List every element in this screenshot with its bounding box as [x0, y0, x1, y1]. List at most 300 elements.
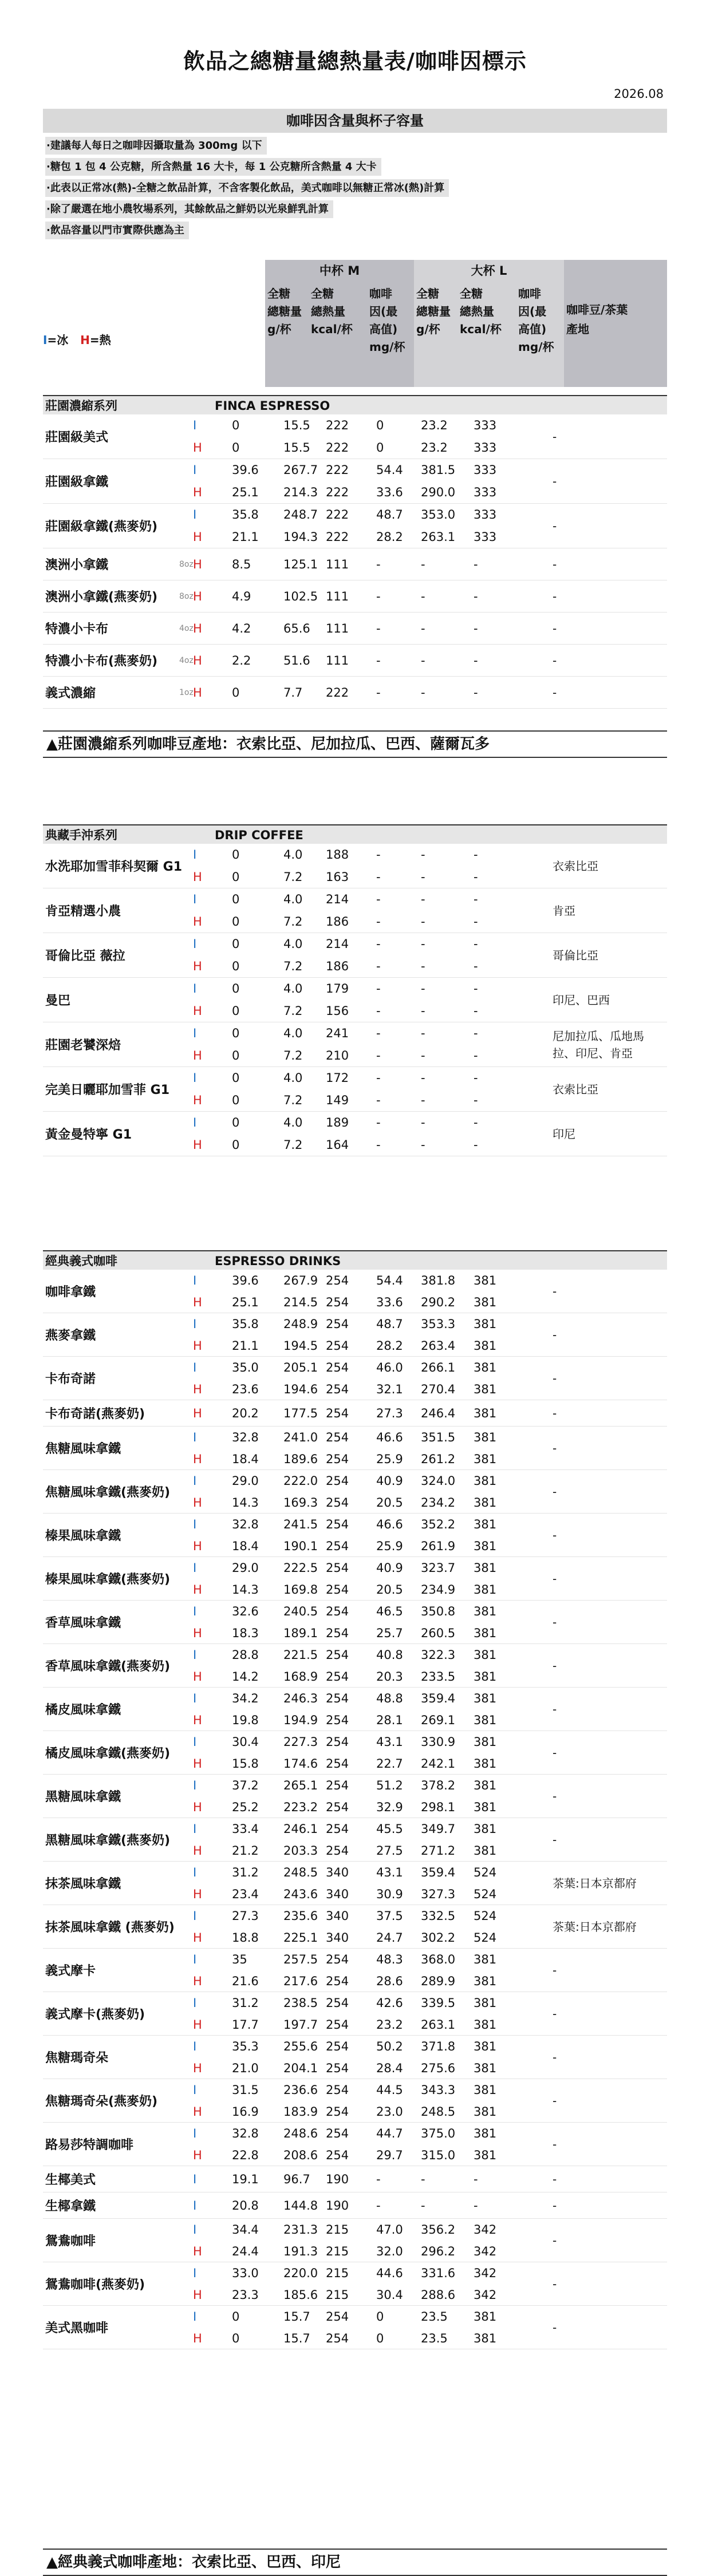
section-3	[43, 1250, 667, 2349]
value-cell: -	[421, 622, 425, 635]
ice-row	[193, 1601, 537, 1622]
table-row	[43, 2166, 667, 2192]
hot-mark: H	[193, 485, 202, 499]
ice-mark: I	[193, 508, 197, 521]
value-cell: 381	[474, 1361, 497, 1374]
value-cell: 21.2	[232, 1844, 259, 1858]
origin-cell: -	[553, 1406, 557, 1420]
hot-row	[193, 1970, 537, 1992]
value-cell: -	[376, 959, 381, 973]
hot-row	[193, 481, 537, 504]
hot-row	[193, 1753, 537, 1775]
value-cell: 35.8	[232, 508, 259, 521]
value-cell: 263.4	[421, 1339, 456, 1353]
value-cell: 15.8	[232, 1757, 259, 1771]
table-row	[43, 2036, 667, 2079]
value-cell: 177.5	[283, 1406, 318, 1420]
value-cell: -	[421, 654, 425, 667]
value-cell: -	[421, 1049, 425, 1062]
value-cell: 33.6	[376, 1295, 403, 1309]
value-cell: -	[474, 1004, 478, 1018]
note-item	[43, 177, 667, 199]
drink-name: 水洗耶加雪菲科契爾 G1	[45, 860, 183, 874]
hot-mark: H	[193, 1844, 202, 1858]
value-cell: -	[376, 848, 381, 862]
value-cell: 381	[474, 1561, 497, 1575]
value-cell: 290.0	[421, 485, 456, 499]
value-cell: 220.0	[283, 2266, 318, 2280]
value-cell: 37.5	[376, 1909, 403, 1923]
value-cell: 248.7	[283, 508, 318, 521]
value-cell: 242.1	[421, 1757, 456, 1771]
value-cell: 381	[474, 2040, 497, 2053]
value-cell: 0	[232, 1004, 240, 1018]
value-cell: 356.2	[421, 2223, 456, 2237]
value-cell: 378.2	[421, 1779, 456, 1792]
value-cell: 46.6	[376, 1518, 403, 1531]
value-cell: 381	[474, 1295, 497, 1309]
value-cell: 25.2	[232, 1800, 259, 1814]
cup-size: 4oz	[179, 655, 194, 665]
value-cell: 203.3	[283, 1844, 318, 1858]
value-cell: 381	[474, 1452, 497, 1466]
origin-cell: -	[553, 1702, 557, 1716]
value-cell: 31.2	[232, 1866, 259, 1879]
value-cell: -	[376, 1093, 381, 1107]
value-cell: 27.5	[376, 1844, 403, 1858]
value-cell: 48.7	[376, 508, 403, 521]
drink-name: 卡布奇諾(燕麥奶)	[45, 1407, 145, 1421]
value-cell: 381	[474, 2332, 497, 2345]
ice-row	[193, 459, 537, 481]
value-cell: -	[376, 2199, 381, 2212]
value-cell: -	[474, 2172, 478, 2186]
drink-name: 榛果風味拿鐵	[45, 1529, 121, 1543]
value-cell: 48.8	[376, 1692, 403, 1705]
drink-name: 生椰美式	[45, 2173, 96, 2187]
value-cell: -	[421, 1071, 425, 1085]
value-cell: -	[376, 590, 381, 603]
ice-row	[193, 2219, 537, 2241]
value-cell: -	[474, 892, 478, 906]
medium-caffeine-header: 咖啡 因(最 高值) mg/杯	[369, 287, 405, 354]
value-cell: 25.1	[232, 1295, 259, 1309]
value-cell: 156	[326, 1004, 349, 1018]
value-cell: 353.0	[421, 508, 456, 521]
hot-mark: H	[193, 1626, 202, 1640]
ice-mark: I	[193, 1996, 197, 2010]
value-cell: 381	[474, 1382, 497, 1396]
value-cell: 27.3	[376, 1406, 403, 1420]
value-cell: 254	[326, 1648, 349, 1662]
table-row	[43, 2123, 667, 2166]
drink-name: 生椰拿鐵	[45, 2199, 96, 2214]
value-cell: 223.2	[283, 1800, 318, 1814]
value-cell: 246.4	[421, 1406, 456, 1420]
hot-mark: H	[193, 1931, 202, 1945]
hot-mark: H	[193, 1496, 202, 1510]
drink-name: 澳洲小拿鐵(燕麥奶)	[45, 590, 158, 605]
value-cell: 54.4	[376, 463, 403, 477]
value-cell: 21.0	[232, 2061, 259, 2075]
value-cell: 20.5	[376, 1583, 403, 1597]
value-cell: 0	[232, 870, 240, 884]
value-cell: 0	[232, 959, 240, 973]
date-label: 2026.08	[614, 87, 664, 101]
ice-mark: I	[193, 1822, 197, 1836]
table-row	[43, 1427, 667, 1470]
value-cell: 254	[326, 1406, 349, 1420]
ice-mark: I	[193, 2266, 197, 2280]
value-cell: -	[376, 1071, 381, 1085]
value-cell: 222	[326, 530, 349, 544]
value-cell: 32.8	[232, 2127, 259, 2140]
value-cell: 46.6	[376, 1431, 403, 1444]
value-cell: 24.7	[376, 1931, 403, 1945]
value-cell: 18.8	[232, 1931, 259, 1945]
value-cell: 7.2	[283, 959, 303, 973]
value-cell: 254	[326, 1692, 349, 1705]
hot-mark: H	[193, 2288, 202, 2302]
hot-mark: H	[193, 622, 202, 635]
drink-name: 義式摩卡	[45, 1964, 96, 1978]
table-row	[43, 1270, 667, 1313]
drink-name: 橘皮風味拿鐵(燕麥奶)	[45, 1747, 171, 1761]
value-cell: 208.6	[283, 2148, 318, 2162]
value-cell: 254	[326, 1670, 349, 1684]
value-cell: 32.8	[232, 1518, 259, 1531]
value-cell: 194.3	[283, 530, 318, 544]
value-cell: 267.9	[283, 1274, 318, 1287]
value-cell: 381	[474, 1844, 497, 1858]
value-cell: 0	[376, 2332, 384, 2345]
value-cell: -	[376, 1116, 381, 1129]
table-row	[43, 1112, 667, 1156]
value-cell: 254	[326, 1713, 349, 1727]
value-cell: 353.3	[421, 1317, 456, 1331]
value-cell: 302.2	[421, 1931, 456, 1945]
origin-cell: -	[553, 685, 557, 700]
table-row	[43, 933, 667, 978]
value-cell: 31.5	[232, 2083, 259, 2097]
drink-name: 焦糖風味拿鐵	[45, 1442, 121, 1456]
value-cell: 340	[326, 1931, 349, 1945]
value-cell: 25.7	[376, 1626, 403, 1640]
hot-mark: H	[193, 1670, 202, 1684]
value-cell: -	[376, 1138, 381, 1152]
ice-mark: I	[193, 463, 197, 477]
hot-row	[193, 2328, 537, 2349]
value-cell: 381	[474, 1583, 497, 1597]
ice-mark: I	[193, 1866, 197, 1879]
value-cell: 20.5	[376, 1496, 403, 1510]
value-cell: 39.6	[232, 463, 259, 477]
ice-row	[193, 1862, 537, 1883]
value-cell: 21.1	[232, 530, 259, 544]
value-cell: 381	[474, 2148, 497, 2162]
value-cell: 51.6	[283, 654, 310, 667]
origin-cell: -	[553, 2006, 557, 2021]
value-cell: 14.2	[232, 1670, 259, 1684]
value-cell: -	[421, 558, 425, 571]
value-cell: 381	[474, 1474, 497, 1488]
value-cell: 102.5	[283, 590, 318, 603]
value-cell: 15.7	[283, 2310, 310, 2324]
value-cell: 233.5	[421, 1670, 456, 1684]
section-1	[43, 395, 667, 709]
hot-row	[193, 1840, 537, 1862]
value-cell: 35.0	[232, 1361, 259, 1374]
value-cell: 381	[474, 1539, 497, 1553]
value-cell: 381	[474, 1800, 497, 1814]
origin-cell: 印尼、巴西	[553, 993, 610, 1007]
section-title-zh: 典藏手沖系列	[45, 828, 117, 842]
value-cell: 381	[474, 1317, 497, 1331]
hot-mark: H	[193, 1713, 202, 1727]
value-cell: 222.0	[283, 1474, 318, 1488]
value-cell: -	[421, 2172, 425, 2186]
value-cell: 40.9	[376, 1561, 403, 1575]
value-cell: 194.9	[283, 1713, 318, 1727]
cup-size: 1oz	[179, 688, 194, 697]
value-cell: -	[376, 2172, 381, 2186]
table-row	[43, 1818, 667, 1862]
value-cell: 315.0	[421, 2148, 456, 2162]
value-cell: 17.7	[232, 2018, 259, 2032]
value-cell: 254	[326, 1518, 349, 1531]
table-row	[43, 978, 667, 1022]
value-cell: -	[421, 1093, 425, 1107]
value-cell: -	[474, 982, 478, 995]
value-cell: 34.2	[232, 1692, 259, 1705]
value-cell: 28.2	[376, 1339, 403, 1353]
drink-name: 抹茶風味拿鐵 (燕麥奶)	[45, 1921, 175, 1935]
value-cell: 186	[326, 915, 349, 929]
value-cell: 125.1	[283, 558, 318, 571]
ice-mark: I	[193, 2223, 197, 2237]
ice-row	[193, 1731, 537, 1753]
value-cell: -	[474, 848, 478, 862]
value-cell: 381	[474, 1274, 497, 1287]
ice-row	[193, 1905, 537, 1927]
value-cell: 35	[232, 1953, 247, 1966]
value-cell: 234.2	[421, 1496, 456, 1510]
section-header	[43, 824, 667, 844]
hot-row	[193, 2014, 537, 2036]
value-cell: 267.7	[283, 463, 318, 477]
value-cell: 381	[474, 2018, 497, 2032]
value-cell: 254	[326, 1317, 349, 1331]
table-row	[43, 1775, 667, 1818]
hot-row	[193, 866, 537, 888]
value-cell: 381	[474, 1974, 497, 1988]
value-cell: 289.9	[421, 1974, 456, 1988]
value-cell: 381	[474, 1757, 497, 1771]
value-cell: 43.1	[376, 1866, 403, 1879]
value-cell: 23.6	[232, 1382, 259, 1396]
value-cell: 0	[232, 418, 240, 432]
value-cell: 333	[474, 463, 497, 477]
value-cell: 194.5	[283, 1339, 318, 1353]
hot-mark: H	[193, 1093, 202, 1107]
origin-cell: -	[553, 1284, 557, 1298]
table-row	[43, 414, 667, 459]
table-row	[43, 1688, 667, 1731]
value-cell: 0	[232, 2310, 240, 2324]
value-cell: 254	[326, 2127, 349, 2140]
value-cell: 255.6	[283, 2040, 318, 2053]
value-cell: 254	[326, 1274, 349, 1287]
origin-cell: -	[553, 1963, 557, 1977]
value-cell: 381	[474, 1779, 497, 1792]
value-cell: 111	[326, 558, 349, 571]
ice-mark: I	[193, 1116, 197, 1129]
value-cell: -	[421, 1138, 425, 1152]
value-cell: 222	[326, 686, 349, 700]
note-text: ·糖包 1 包 4 公克糖，所含熱量 16 大卡，每 1 公克糖所含熱量 4 大卡	[45, 158, 381, 176]
value-cell: 0	[232, 1026, 240, 1040]
value-cell: 254	[326, 1800, 349, 1814]
value-cell: 381	[474, 1605, 497, 1618]
ice-mark: I	[193, 892, 197, 906]
value-cell: 44.5	[376, 2083, 403, 2097]
value-cell: 254	[326, 1996, 349, 2010]
drink-name: 香草風味拿鐵(燕麥奶)	[45, 1660, 171, 1674]
value-cell: 342	[474, 2288, 497, 2302]
value-cell: 46.0	[376, 1361, 403, 1374]
value-cell: 4.9	[232, 590, 251, 603]
origin-cell: 茶葉:日本京都府	[553, 1919, 637, 1934]
origin-cell: -	[553, 2320, 557, 2334]
value-cell: 33.6	[376, 485, 403, 499]
origin-cell: -	[553, 2093, 557, 2108]
ice-mark: I	[193, 1026, 197, 1040]
value-cell: 0	[232, 441, 240, 455]
value-cell: 254	[326, 2105, 349, 2119]
value-cell: 381	[474, 1822, 497, 1836]
ice-row	[193, 1644, 537, 1666]
value-cell: -	[421, 590, 425, 603]
value-cell: 0	[232, 1138, 240, 1152]
value-cell: 0	[232, 915, 240, 929]
value-cell: -	[376, 622, 381, 635]
value-cell: 248.5	[421, 2105, 456, 2119]
hot-mark: H	[193, 2061, 202, 2075]
value-cell: 524	[474, 1931, 497, 1945]
value-cell: -	[421, 937, 425, 951]
section-title-zh: 經典義式咖啡	[45, 1254, 117, 1268]
value-cell: 32.8	[232, 1431, 259, 1444]
value-cell: 214	[326, 892, 349, 906]
origin-cell: -	[553, 1658, 557, 1673]
ice-row	[193, 1357, 537, 1378]
value-cell: 340	[326, 1887, 349, 1901]
value-cell: -	[474, 1049, 478, 1062]
value-cell: 254	[326, 1561, 349, 1575]
value-cell: 8.5	[232, 558, 251, 571]
value-cell: 4.0	[283, 1116, 303, 1129]
value-cell: 222	[326, 463, 349, 477]
value-cell: -	[421, 1116, 425, 1129]
value-cell: 4.0	[283, 892, 303, 906]
value-cell: 222	[326, 418, 349, 432]
value-cell: 4.2	[232, 622, 251, 635]
ice-row	[193, 888, 537, 911]
drink-name: 咖啡拿鐵	[45, 1285, 96, 1299]
value-cell: 35.3	[232, 2040, 259, 2053]
ice-row	[193, 1818, 537, 1840]
hot-row	[193, 1579, 537, 1601]
value-cell: -	[474, 590, 478, 603]
origin-cell: -	[553, 1528, 557, 1542]
value-cell: 381	[474, 1692, 497, 1705]
value-cell: 235.6	[283, 1909, 318, 1923]
value-cell: 23.2	[421, 418, 448, 432]
value-cell: 254	[326, 1452, 349, 1466]
value-cell: 238.5	[283, 1996, 318, 2010]
value-cell: 381.5	[421, 463, 456, 477]
value-cell: 263.1	[421, 2018, 456, 2032]
ice-mark: I	[193, 982, 197, 995]
drink-name: 莊園老饕深焙	[45, 1038, 121, 1053]
value-cell: 246.1	[283, 1822, 318, 1836]
hot-row	[193, 1045, 537, 1067]
value-cell: 254	[326, 2332, 349, 2345]
value-cell: 342	[474, 2245, 497, 2258]
origin-cell: -	[553, 1745, 557, 1760]
hot-legend-mark: H	[80, 333, 90, 347]
table-row	[43, 2192, 667, 2219]
value-cell: 381	[474, 2127, 497, 2140]
value-cell: -	[474, 654, 478, 667]
hot-mark: H	[193, 1452, 202, 1466]
value-cell: 14.3	[232, 1496, 259, 1510]
value-cell: 22.8	[232, 2148, 259, 2162]
ice-mark: I	[193, 1274, 197, 1287]
value-cell: 168.9	[283, 1670, 318, 1684]
drink-name: 莊園級美式	[45, 430, 109, 445]
origin-cell: -	[553, 2198, 557, 2212]
value-cell: 254	[326, 1626, 349, 1640]
hot-row	[193, 1089, 537, 1112]
value-cell: 48.3	[376, 1953, 403, 1966]
value-cell: -	[376, 982, 381, 995]
ice-mark: I	[193, 418, 197, 432]
hot-mark: H	[193, 1004, 202, 1018]
value-cell: 234.9	[421, 1583, 456, 1597]
value-cell: 190	[326, 2172, 349, 2186]
section-title-en: DRIP COFFEE	[215, 828, 303, 842]
value-cell: 350.8	[421, 1605, 456, 1618]
value-cell: 339.5	[421, 1996, 456, 2010]
value-cell: 15.7	[283, 2332, 310, 2345]
value-cell: -	[474, 1071, 478, 1085]
value-cell: 7.2	[283, 870, 303, 884]
note-text: ·建議每人每日之咖啡因攝取量為 300mg 以下	[45, 137, 267, 155]
value-cell: 381	[474, 1339, 497, 1353]
origin-cell: -	[553, 1371, 557, 1385]
note-text: ·此表以正常冰(熱)-全糖之飲品計算，不含客製化飲品，美式咖啡以無糖正常冰(熱)計算	[45, 179, 449, 197]
value-cell: 288.6	[421, 2288, 456, 2302]
drink-name: 香草風味拿鐵	[45, 1616, 121, 1630]
value-cell: 214	[326, 937, 349, 951]
value-cell: 254	[326, 1779, 349, 1792]
value-cell: 381	[474, 1996, 497, 2010]
table-row	[43, 1514, 667, 1557]
table-row	[43, 1731, 667, 1775]
value-cell: 149	[326, 1093, 349, 1107]
value-cell: -	[421, 1026, 425, 1040]
